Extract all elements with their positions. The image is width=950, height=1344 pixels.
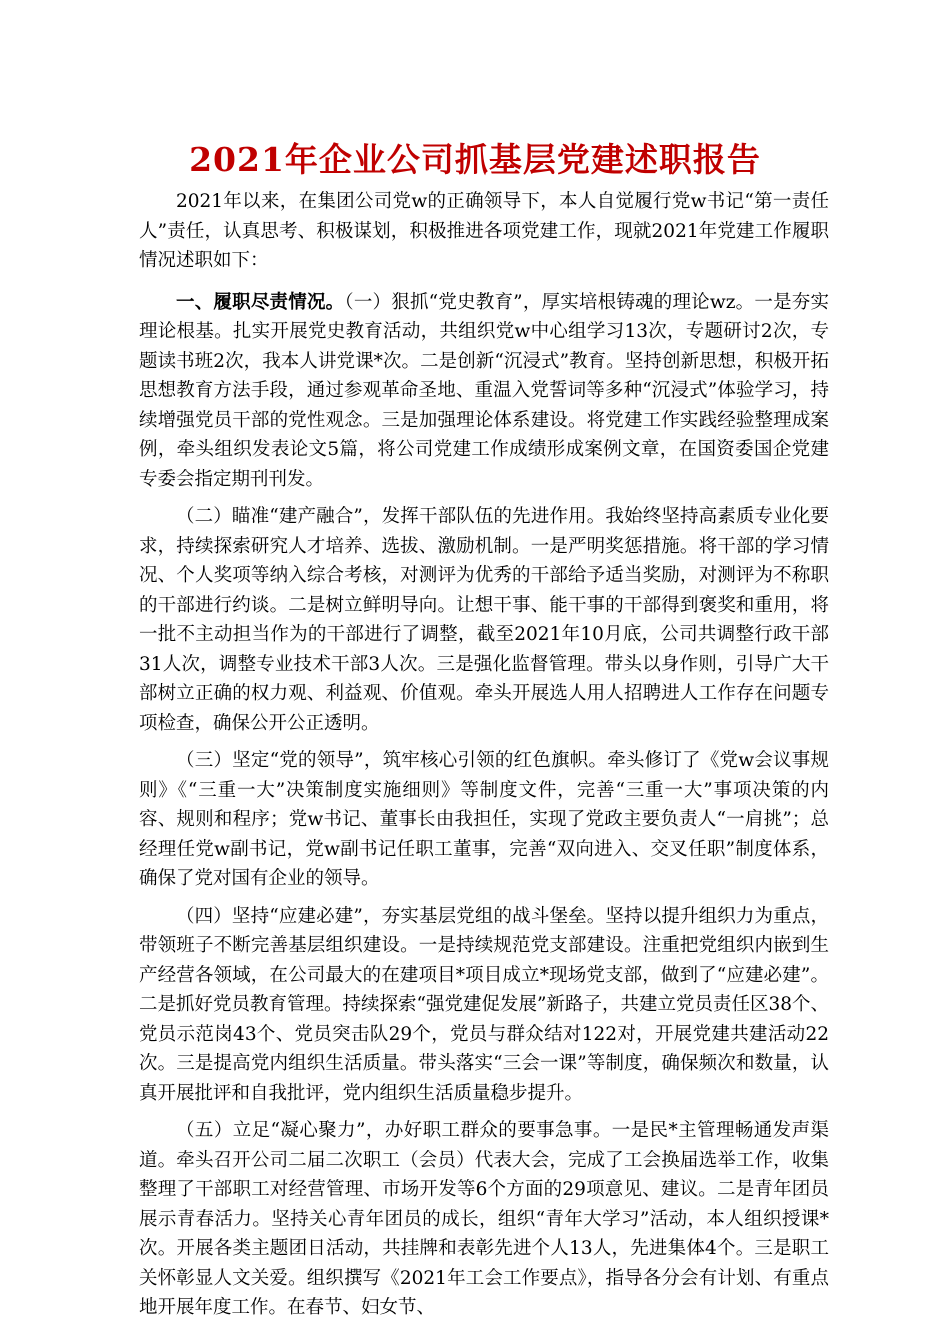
section-1-paragraph-2: （二）瞄准“建产融合”，发挥干部队伍的先进作用。我始终坚持高素质专业化要求，持续探索研究人才培养、选拔、激励机制。一是严明奖惩措施。将干部的学习情况、个人奖项等纳入综合考核，对测评为优秀的干部给予适当奖励，对测评为不称职的干部进行约谈。二是树立鲜明导向。让想干事、能干事的干部得到褒奖和重用，将一批不主动担当作为的干部进行了调整，截至2021年10月底，公司共调整行政干部31人次，调整专业技术干部3人次。三是强化监督管理。带头以身作则，引导广大干部树立正确的权力观、利益观、价值观。牵头开展选人用人招聘进人工作存在问题专项检查，确保公开公正透明。 bbox=[139, 506, 829, 734]
section-1-paragraph-3: （三）坚定“党的领导”，筑牢核心引领的红色旗帜。牵头修订了《党w会议事规则》《“三重一大”决策制度实施细则》等制度文件，完善“三重一大”事项决策的内容、规则和程序；党w书记、董事长由我担任，实现了党政主要负责人“一肩挑”；总经理任党w副书记，党w副书记任职工董事，完善“双向进入、交叉任职”制度体系，确保了党对国有企业的领导。 bbox=[139, 750, 829, 889]
intro-paragraph: 2021年以来，在集团公司党w的正确领导下，本人自觉履行党w书记“第一责任人”责任，认真思考、积极谋划，积极推进各项党建工作，现就2021年党建工作履职情况述职如下： bbox=[139, 191, 829, 271]
section-1-paragraph-4: （四）坚持“应建必建”，夯实基层党组的战斗堡垒。坚持以提升组织力为重点，带领班子不断完善基层组织建设。一是持续规范党支部建设。注重把党组织内嵌到生产经营各领域，在公司最大的在建项目*项目成立*现场党支部，做到了“应建必建”。二是抓好党员教育管理。持续探索“强党建促发展”新路子，共建立党员责任区38个、党员示范岗43个、党员突击队29个，党员与群众结对122对，开展党建共建活动22次。三是提高党内组织生活质量。带头落实“三会一课”等制度，确保频次和数量，认真开展批评和自我批评，党内组织生活质量稳步提升。 bbox=[139, 905, 829, 1104]
document-body bbox=[139, 187, 829, 1323]
section-1-heading: 一、履职尽责情况。 bbox=[176, 291, 345, 313]
section-1-paragraph-5: （五）立足“凝心聚力”，办好职工群众的要事急事。一是民*主管理畅通发声渠道。牵头召开公司二届二次职工（会员）代表大会，完成了工会换届选举工作，收集整理了干部职工对经营管理、市场开发等6个方面的29项意见、建议。二是青年团员展示青春活力。坚持关心青年团员的成长，组织“青年大学习”活动，本人组织授课*次。开展各类主题团日活动，共挂牌和表彰先进个人13人，先进集体4个。三是职工关怀彰显人文关爱。组织撰写《2021年工会工作要点》，指导各分会有计划、有重点地开展年度工作。在春节、妇女节、 bbox=[139, 1120, 829, 1318]
section-1-paragraph-1-text: （一）狠抓“党史教育”，厚实培根铸魂的理论wz。一是夯实理论根基。扎实开展党史教育活动，共组织党w中心组学习13次，专题研讨2次，专题读书班2次，我本人讲党课*次。二是创新“沉浸式”教育。坚持创新思想，积极开拓思想教育方法手段，通过参观革命圣地、重温入党誓词等多种“沉浸式”体验学习，持续增强党员干部的党性观念。三是加强理论体系建设。将党建工作实践经验整理成案例，牵头组织发表论文5篇，将公司党建工作成绩形成案例文章，在国资委国企党建专委会指定期刊刊发。 bbox=[139, 291, 829, 490]
document-title: 2021年企业公司抓基层党建述职报告 bbox=[189, 140, 761, 179]
section-1-paragraph-1 bbox=[139, 288, 829, 495]
